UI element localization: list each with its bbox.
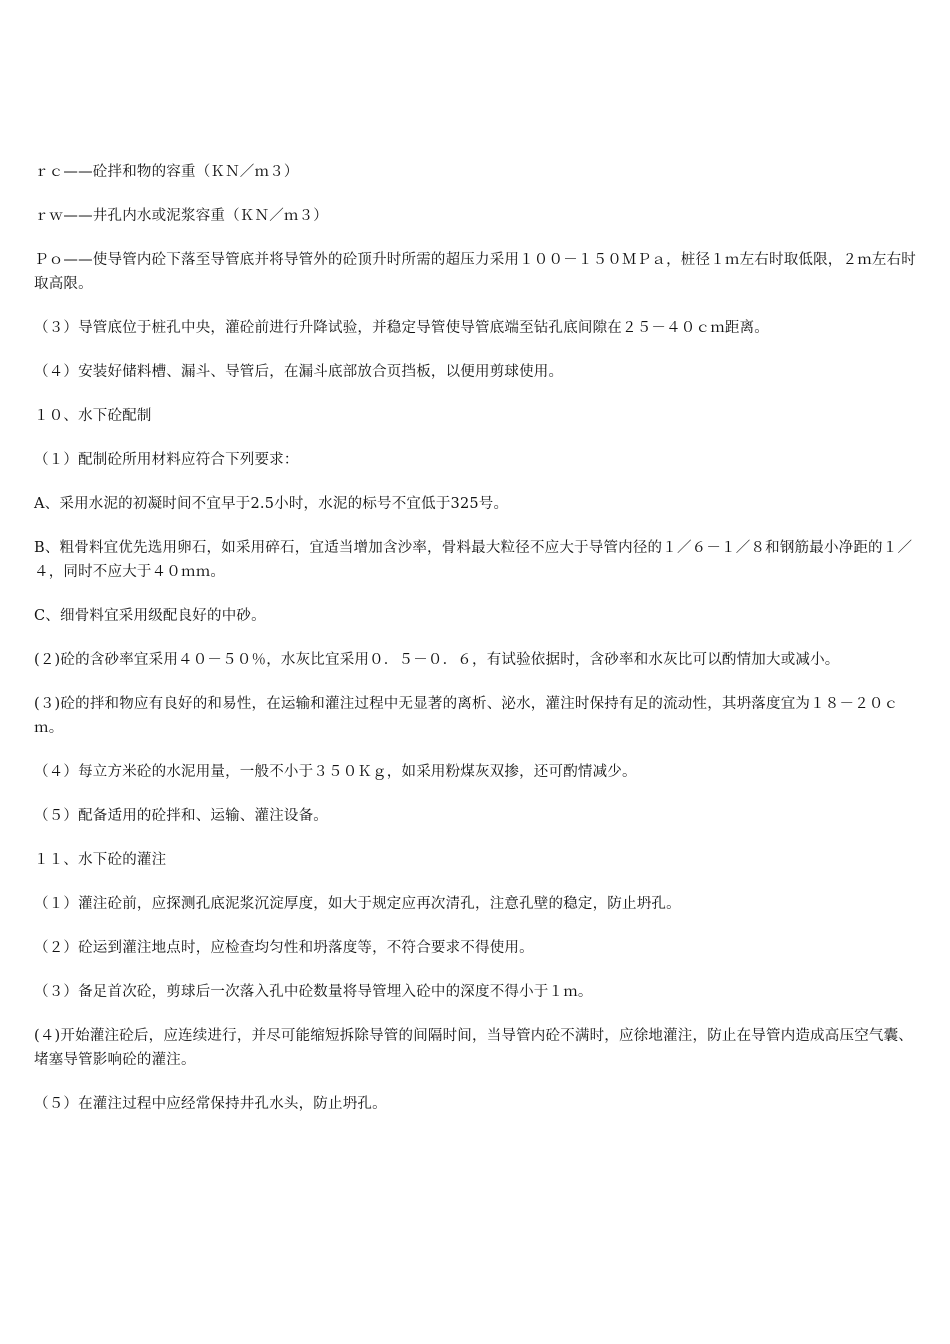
paragraph-10-1-a-cement: A、采用水泥的初凝时间不宜早于2.5小时，水泥的标号不宜低于325号。 <box>34 496 509 512</box>
section-heading-11: １１、水下砼的灌注 <box>34 852 167 868</box>
paragraph-10-1-b-coarse-aggregate: B、粗骨料宜优先选用卵石，如采用碎石，宜适当增加含沙率，骨料最大粒径不应大于导管内径的１／６－１／８和钢筋最小净距的１／４，同时不应大于４０ｍｍ。 <box>34 540 913 580</box>
paragraph-11-4-continuous-pour: (４)开始灌注砼后，应连续进行，并尽可能缩短拆除导管的间隔时间，当导管内砼不满时，应徐地灌注，防止在导管内造成高压空气囊、堵塞导管影响砼的灌注。 <box>34 1028 914 1068</box>
paragraph-11-3-first-pour: （３）备足首次砼，剪球后一次落入孔中砼数量将导管埋入砼中的深度不得小于１ｍ。 <box>34 984 593 1000</box>
paragraph-10-1-materials: （１）配制砼所用材料应符合下列要求： <box>34 452 299 468</box>
paragraph-10-3-workability: (３)砼的拌和物应有良好的和易性，在运输和灌注过程中无显著的离析、泌水，灌注时保持有足的流动性，其坍落度宜为１８－２０ｃｍ。 <box>34 696 899 736</box>
paragraph-item-4-hopper-install: （４）安装好储料槽、漏斗、导管后，在漏斗底部放合页挡板，以便用剪球使用。 <box>34 364 564 380</box>
document-body <box>34 160 922 1136</box>
paragraph-rc-definition: ｒｃ——砼拌和物的容重（ＫＮ／ｍ３） <box>34 164 299 180</box>
paragraph-rw-definition: ｒｗ——井孔内水或泥浆容重（ＫＮ／ｍ３） <box>34 208 328 224</box>
paragraph-10-4-cement-amount: （４）每立方米砼的水泥用量，一般不小于３５０Ｋｇ，如采用粉煤灰双掺，还可酌情减少。 <box>34 764 637 780</box>
paragraph-item-3-conduit-position: （３）导管底位于桩孔中央，灌砼前进行升降试验，并稳定导管使导管底端至钻孔底间隙在２５－４０ｃｍ距离。 <box>34 320 769 336</box>
paragraph-10-5-equipment: （５）配备适用的砼拌和、运输、灌注设备。 <box>34 808 328 824</box>
paragraph-10-1-c-fine-aggregate: C、细骨料宜采用级配良好的中砂。 <box>34 608 266 624</box>
paragraph-11-1-before-pouring: （１）灌注砼前，应探测孔底泥浆沉淀厚度，如大于规定应再次清孔，注意孔壁的稳定，防止坍孔。 <box>34 896 681 912</box>
paragraph-11-2-inspection: （２）砼运到灌注地点时，应检查均匀性和坍落度等，不符合要求不得使用。 <box>34 940 534 956</box>
paragraph-11-5-water-head: （５）在灌注过程中应经常保持井孔水头，防止坍孔。 <box>34 1096 387 1112</box>
section-heading-10: １０、水下砼配制 <box>34 408 152 424</box>
paragraph-po-definition: Ｐｏ——使导管内砼下落至导管底并将导管外的砼顶升时所需的超压力采用１００－１５０ＭＰａ，桩径１ｍ左右时取低限，２ｍ左右时取高限。 <box>34 252 916 292</box>
paragraph-10-2-sand-ratio: (２)砼的含砂率宜采用４０－５０％，水灰比宜采用０．５－０．６，有试验依据时，含砂率和水灰比可以酌情加大或减小。 <box>34 652 840 668</box>
